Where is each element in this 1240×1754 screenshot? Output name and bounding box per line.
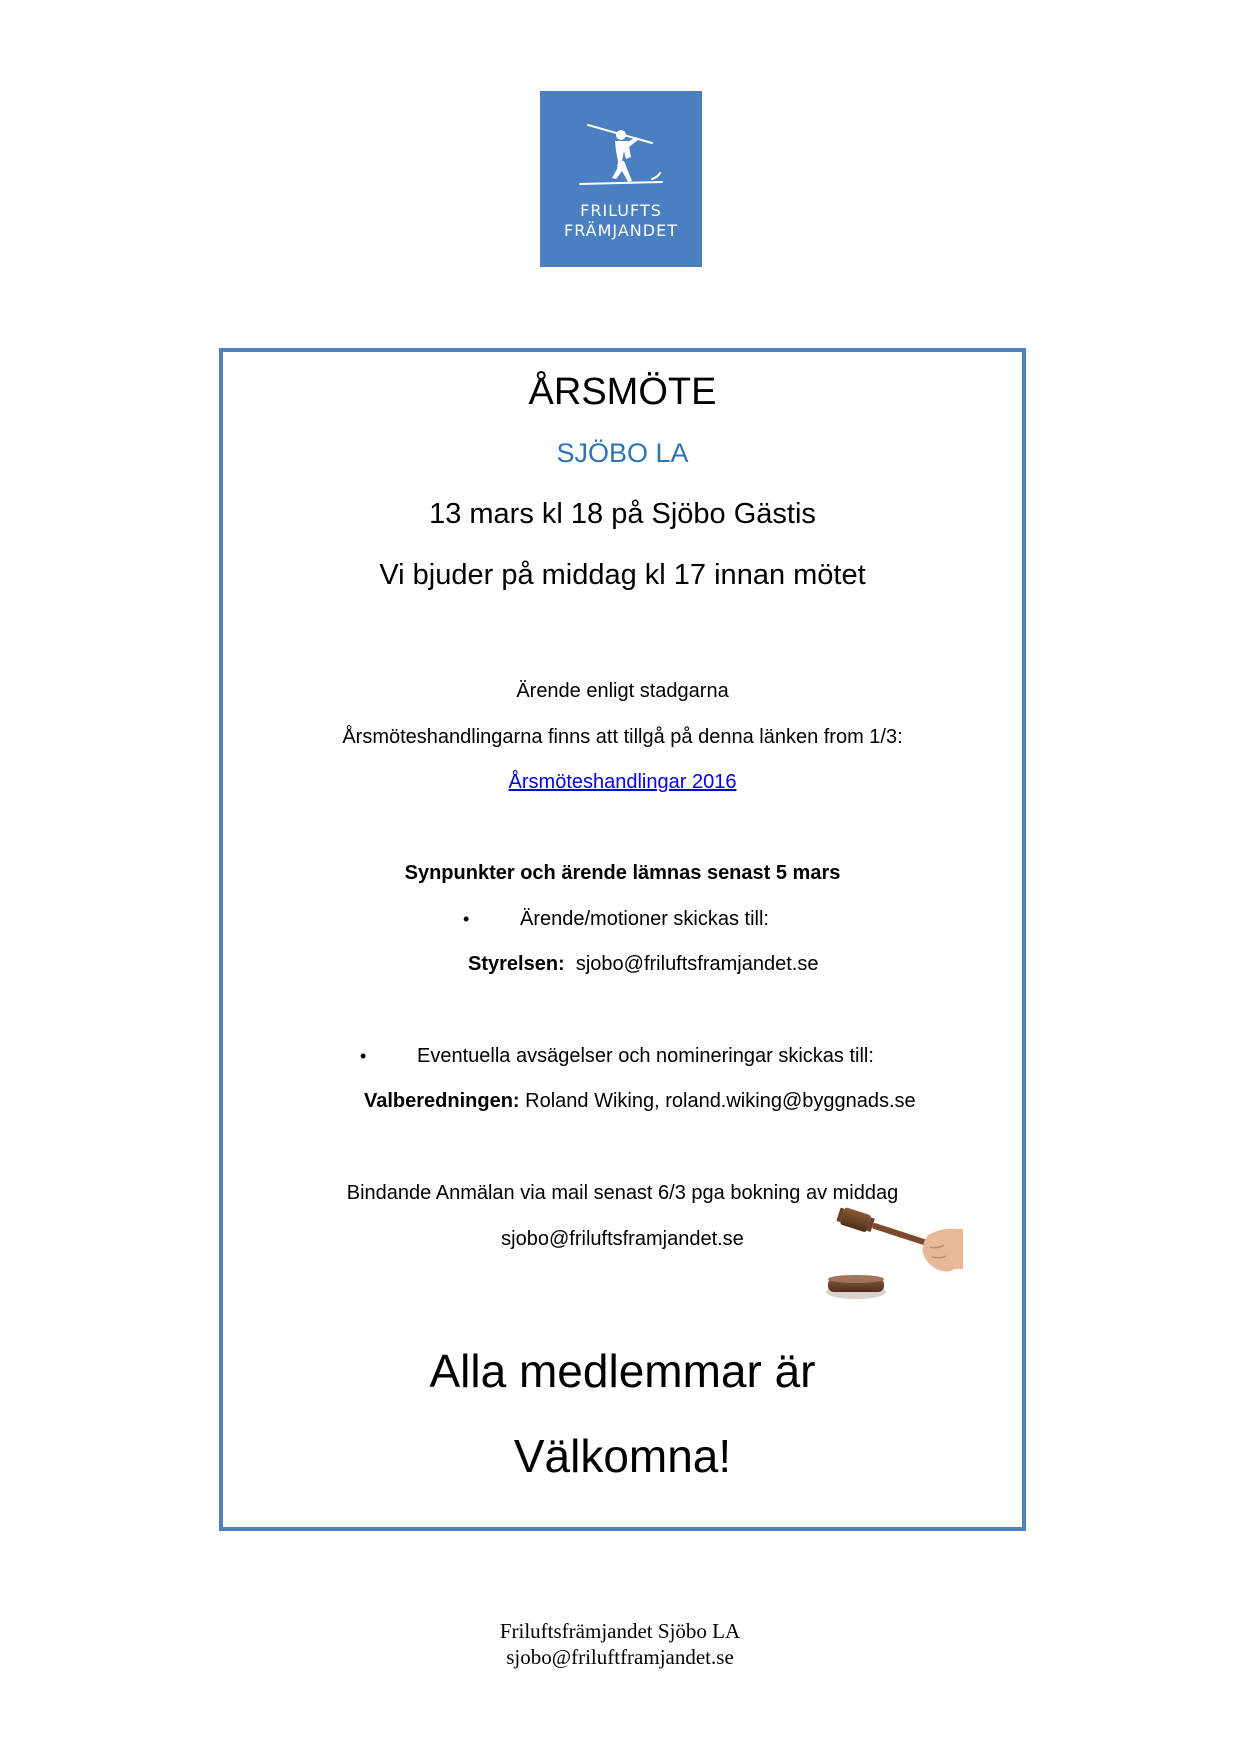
notice-frame bbox=[219, 348, 1026, 1531]
dinner-info: Vi bjuder på middag kl 17 innan mötet bbox=[379, 559, 866, 591]
skier-icon bbox=[540, 91, 702, 267]
footer-org: Friluftsfrämjandet Sjöbo LA bbox=[499, 1619, 741, 1643]
deadline-text: Synpunkter och ärende lämnas senast 5 mars bbox=[404, 862, 841, 884]
bullet-text: Ärende/motioner skickas till: bbox=[520, 908, 769, 930]
organization-logo bbox=[540, 91, 702, 267]
bullet-icon: • bbox=[463, 909, 470, 929]
footer-email: sjobo@friluftframjandet.se bbox=[506, 1645, 734, 1669]
logo-text-line2: FRÄMJANDET bbox=[564, 221, 678, 240]
meeting-date: 13 mars kl 18 på Sjöbo Gästis bbox=[429, 498, 816, 530]
welcome-line2: Välkomna! bbox=[513, 1430, 732, 1482]
contact-label: Styrelsen: bbox=[468, 953, 565, 975]
bullet-icon: • bbox=[360, 1046, 367, 1066]
registration-text: Bindande Anmälan via mail senast 6/3 pga bokning av middag bbox=[346, 1182, 899, 1204]
contact-board bbox=[468, 951, 818, 977]
notice-title: ÅRSMÖTE bbox=[528, 371, 717, 413]
contact-email: sjobo@friluftsframjandet.se bbox=[575, 953, 819, 975]
bullet-text: Eventuella avsägelser och nomineringar skickas till: bbox=[417, 1045, 874, 1067]
registration-email: sjobo@friluftsframjandet.se bbox=[501, 1228, 744, 1250]
welcome-line1: Alla medlemmar är bbox=[429, 1345, 816, 1397]
gavel-icon bbox=[818, 1207, 963, 1307]
contact-details: Roland Wiking, roland.wiking@byggnads.se bbox=[525, 1090, 916, 1112]
agenda-text: Ärende enligt stadgarna bbox=[516, 680, 729, 702]
contact-label: Valberedningen: bbox=[364, 1090, 520, 1112]
notice-subtitle: SJÖBO LA bbox=[556, 438, 689, 468]
documents-text: Årsmöteshandlingarna finns att tillgå på denna länken from 1/3: bbox=[342, 726, 903, 748]
contact-nomination-committee bbox=[364, 1088, 916, 1114]
logo-text-line1: FRILUFTS bbox=[580, 201, 662, 220]
documents-link[interactable]: Årsmöteshandlingar 2016 bbox=[508, 771, 737, 793]
